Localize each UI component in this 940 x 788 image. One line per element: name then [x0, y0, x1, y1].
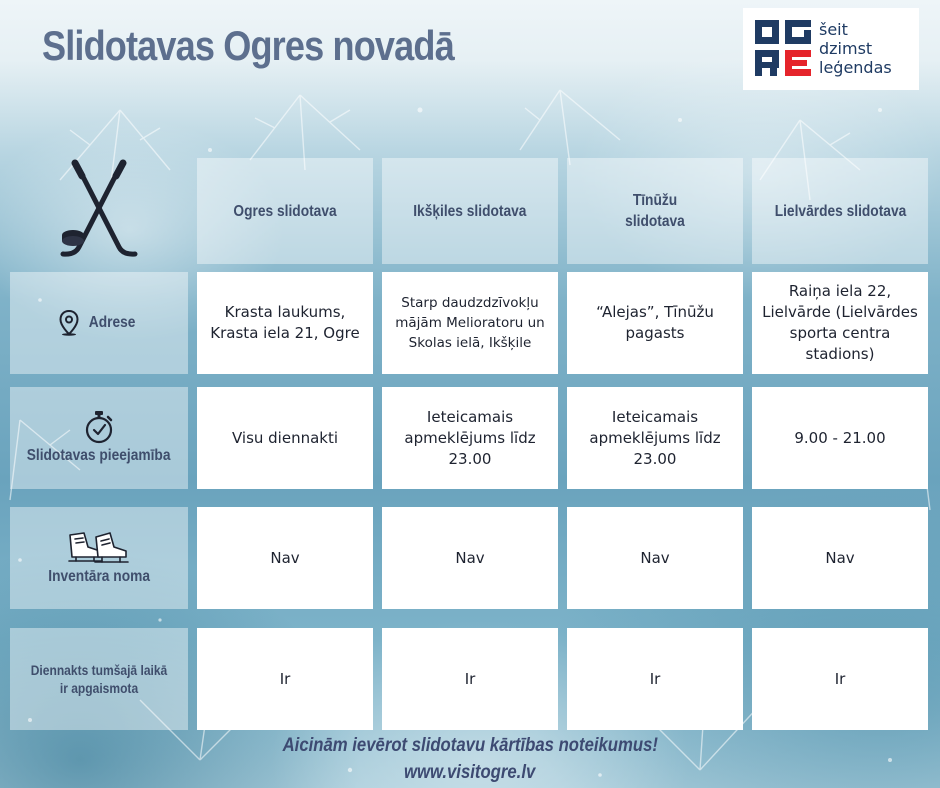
ogre-logo-mark	[755, 20, 811, 76]
cell-address-tinuzi: “Alejas”, Tīnūžu pagasts	[567, 272, 743, 374]
logo-line-1: šeit	[819, 20, 848, 39]
cell-lighting-ogre: Ir	[197, 628, 373, 730]
hockey-sticks-icon	[49, 159, 149, 263]
cell-address-lielvarde: Raiņa iela 22, Lielvārde (Lielvārdes sporta centra stadions)	[752, 272, 928, 374]
row-label-rental: Inventāra noma	[10, 507, 188, 609]
cell-address-ogre: Krasta laukums, Krasta iela 21, Ogre	[197, 272, 373, 374]
cell-availability-ikskile: Ieteicamais apmeklējums līdz 23.00	[382, 387, 558, 489]
footer-notice: Aicinām ievērot slidotavu kārtības noteikumus!	[282, 735, 658, 756]
footer-website-link[interactable]: www.visitogre.lv	[404, 762, 536, 783]
column-header-tinuzi: Tīnūžu slidotava	[567, 158, 743, 264]
cell-availability-ogre: Visu diennakti	[197, 387, 373, 489]
page-title: Slidotavas Ogres novadā	[42, 22, 454, 69]
ogre-logo[interactable]	[743, 8, 919, 90]
cell-rental-ogre: Nav	[197, 507, 373, 609]
logo-tagline	[819, 20, 915, 77]
location-pin-icon	[59, 310, 79, 336]
cell-availability-tinuzi: Ieteicamais apmeklējums līdz 23.00	[567, 387, 743, 489]
cell-lighting-tinuzi: Ir	[567, 628, 743, 730]
table-corner	[10, 158, 188, 264]
cell-rental-tinuzi: Nav	[567, 507, 743, 609]
logo-line-3: leģendas	[819, 58, 892, 77]
cell-availability-lielvarde: 9.00 - 21.00	[752, 387, 928, 489]
logo-line-2: dzimst	[819, 39, 873, 58]
row-label-lighting: Diennakts tumšajā laikā ir apgaismota	[10, 628, 188, 730]
row-label-availability: Slidotavas pieejamība	[10, 387, 188, 489]
cell-rental-ikskile: Nav	[382, 507, 558, 609]
cell-address-ikskile: Starp daudzdzīvokļu mājām Melioratoru un Skolas ielā, Ikšķile	[382, 272, 558, 374]
stopwatch-icon	[84, 410, 114, 444]
cell-lighting-ikskile: Ir	[382, 628, 558, 730]
cell-rental-lielvarde: Nav	[752, 507, 928, 609]
column-header-lielvarde: Lielvārdes slidotava	[752, 158, 928, 264]
column-header-ikskile: Ikšķiles slidotava	[382, 158, 558, 264]
column-header-ogre: Ogres slidotava	[197, 158, 373, 264]
ice-skate-icon	[66, 529, 132, 565]
row-label-address: Adrese	[10, 272, 188, 374]
cell-lighting-lielvarde: Ir	[752, 628, 928, 730]
